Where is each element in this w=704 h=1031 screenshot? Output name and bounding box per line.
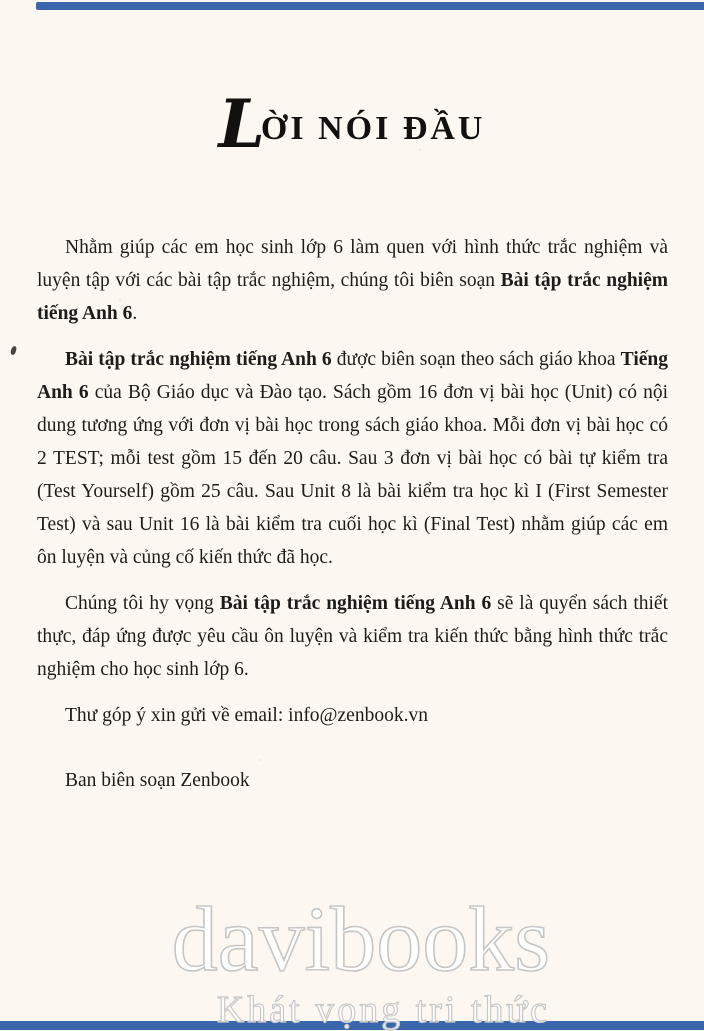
paragraph-list <box>37 231 668 732</box>
preface-body <box>37 231 668 810</box>
para-structure: Bài tập trắc nghiệm tiếng Anh 6 được biên soạn theo sách giáo khoa Tiếng Anh 6 của Bộ Giáo dục và Đào tạo. Sách gồm 16 đơn vị bài học (Unit) có nội dung tương ứng với đơn vị bài học trong sách giáo khoa. Mỗi đơn vị bài học có 2 TEST; mỗi test gồm 15 đến 20 câu. Sau 3 đơn vị bài học có bài tự kiểm tra (Test Yourself) gồm 25 câu. Sau Unit 8 là bài kiểm tra học kì I (First Semester Test) và sau Unit 16 là bài kiểm tra cuối học kì (Final Test) nhằm giúp các em ôn luyện và củng cố kiến thức đã học. <box>37 349 668 568</box>
scan-speck <box>10 346 17 356</box>
scan-edge-bottom <box>0 1021 704 1030</box>
signature-line: Ban biên soạn Zenbook <box>65 770 250 791</box>
page-title <box>0 85 704 163</box>
watermark <box>148 888 550 1031</box>
watermark-brand: davibooks <box>171 888 550 990</box>
para-email: Thư góp ý xin gửi về email: info@zenbook.vn <box>65 705 428 726</box>
watermark-slogan: Khát vọng tri thức <box>216 989 550 1031</box>
scan-edge-top <box>36 2 704 10</box>
title-initial-letter: L <box>218 85 261 163</box>
para-hope: Chúng tôi hy vọng Bài tập trắc nghiệm tiếng Anh 6 sẽ là quyển sách thiết thực, đáp ứng được yêu cầu ôn luyện và kiểm tra kiến thức bằng hình thức trắc nghiệm cho học sinh lớp 6. <box>37 593 669 680</box>
title-text: ỜI NÓI ĐẦU <box>260 110 486 147</box>
para-intro: Nhằm giúp các em học sinh lớp 6 làm quen với hình thức trắc nghiệm và luyện tập với các bài tập trắc nghiệm, chúng tôi biên soạn Bài tập trắc nghiệm tiếng Anh 6. <box>37 237 668 324</box>
